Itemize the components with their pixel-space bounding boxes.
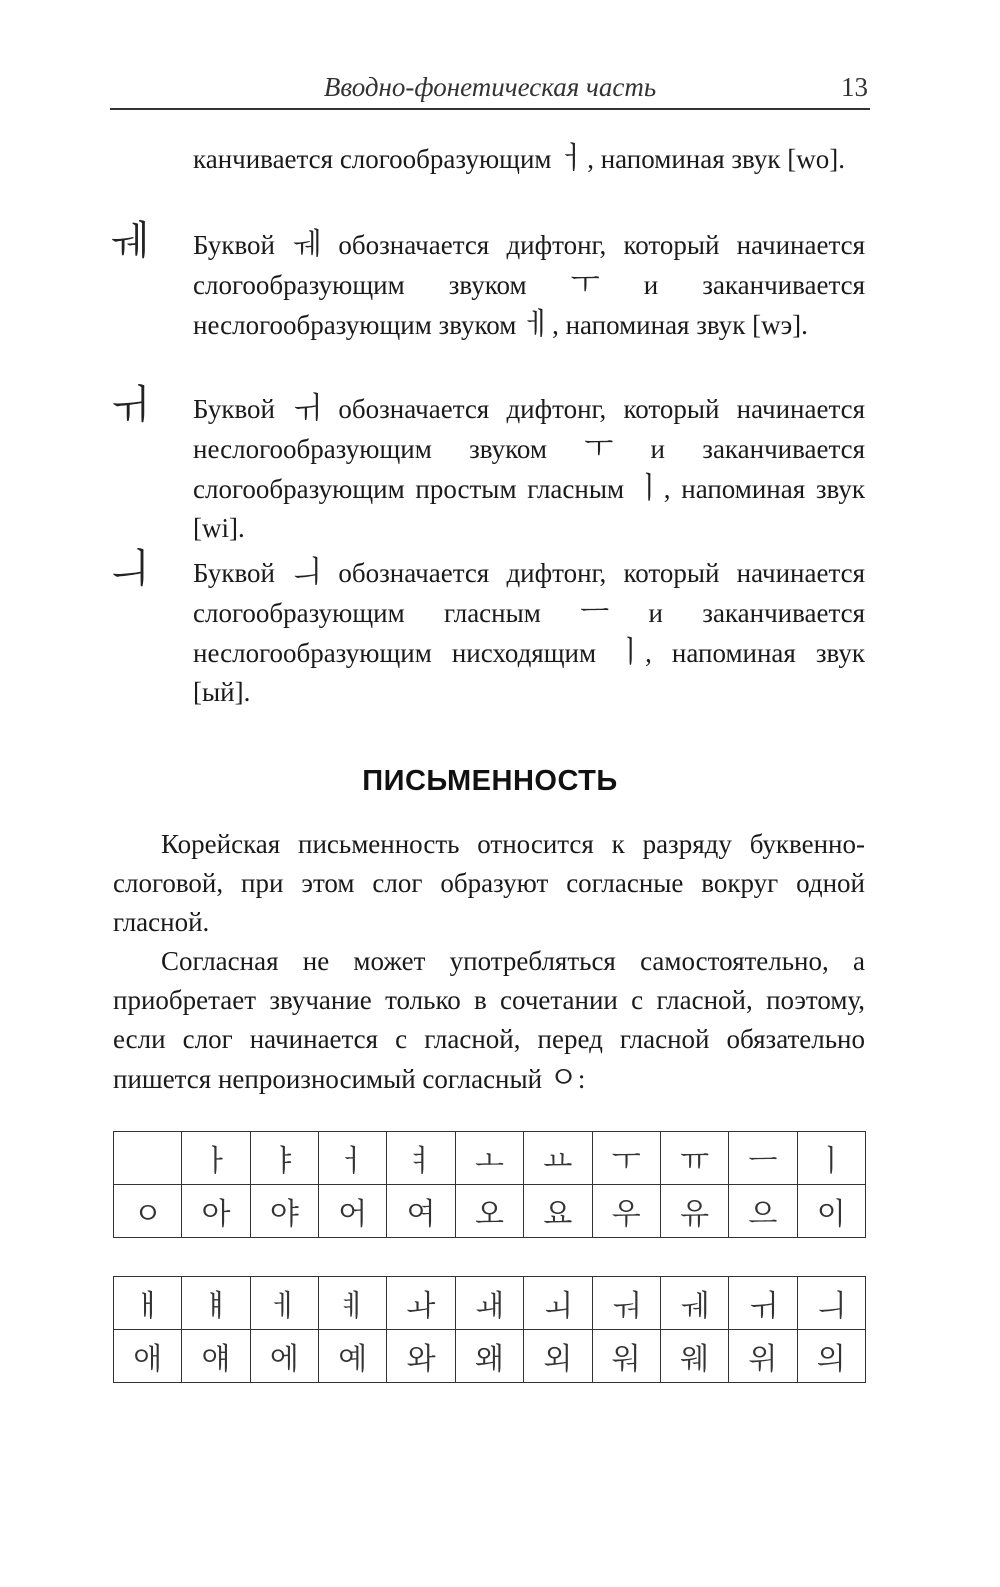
entry-wi (110, 382, 870, 548)
text-segment: Буквой (193, 558, 293, 588)
entry-text (193, 553, 865, 712)
table-cell: 왜 (455, 1330, 523, 1383)
entry-text (193, 225, 865, 345)
hangul-letter: ㅢ (292, 555, 322, 590)
hangul-letter: ㅇ (548, 1061, 578, 1096)
table-cell: ㅓ (319, 1132, 387, 1185)
table-cell: ㅟ (729, 1277, 797, 1330)
table-cell: ㅢ (797, 1277, 865, 1330)
table-cell: ㅡ (729, 1132, 797, 1185)
table-cell: 으 (729, 1185, 797, 1238)
table-row (114, 1277, 866, 1330)
table-cell: 야 (250, 1185, 318, 1238)
table-cell: ㅑ (250, 1132, 318, 1185)
text-segment: Буквой (193, 230, 293, 260)
text-segment: обозначается дифтонг, который начинается слогообразующим звуком (193, 230, 865, 300)
section-title: ПИСЬМЕННОСТЬ (362, 765, 618, 797)
hangul-letter: ㅞ (292, 227, 322, 262)
table-cell: 여 (387, 1185, 455, 1238)
table-cell: 위 (729, 1330, 797, 1383)
table-cell: 오 (455, 1185, 523, 1238)
table-cell: ㅠ (660, 1132, 728, 1185)
hangul-letter: ㅡ (580, 595, 610, 630)
text-segment: и заканчивается слогообразующим простым гласным (193, 434, 865, 504)
hangul-letter: ㅜ (584, 431, 614, 466)
table-cell: ㅇ (114, 1185, 182, 1238)
table-cell: ㅖ (319, 1277, 387, 1330)
paragraph-rule (113, 942, 865, 1099)
table-cell: 얘 (182, 1330, 250, 1383)
table-cell: 예 (319, 1330, 387, 1383)
table-cell: ㅚ (524, 1277, 592, 1330)
text-segment: , напоминая звук [wi]. (193, 474, 865, 543)
text-segment: обозначается дифтонг, который начинается неслогообразующим звуком (193, 394, 865, 464)
table-row (114, 1330, 866, 1383)
table-cell: ㅏ (182, 1132, 250, 1185)
table-row (114, 1132, 866, 1185)
entry-we (110, 218, 870, 345)
entry-text (193, 389, 865, 548)
table-cell: ㅘ (387, 1277, 455, 1330)
table-cell: ㅔ (250, 1277, 318, 1330)
page-number: 13 (841, 72, 868, 102)
table-cell: ㅜ (592, 1132, 660, 1185)
text-segment: Буквой (193, 394, 293, 424)
table-cell: 요 (524, 1185, 592, 1238)
simple-vowels-table (113, 1131, 866, 1238)
table-cell: ㅞ (660, 1277, 728, 1330)
entry-glyph: ㅞ (110, 218, 149, 264)
table-cell: ㅒ (182, 1277, 250, 1330)
text-segment: : (577, 1064, 586, 1094)
hangul-letter: ㅜ (570, 267, 600, 302)
table-cell: ㅕ (387, 1132, 455, 1185)
table-row (114, 1185, 866, 1238)
table-cell: ㅛ (524, 1132, 592, 1185)
text-segment: канчивается слогообразующим (193, 144, 559, 174)
text-segment: обозначается дифтонг, который начинается слогообразующим гласным (193, 558, 865, 628)
table-cell: ㅙ (455, 1277, 523, 1330)
text-segment: и заканчивается неслогообразующим нисходящим (193, 598, 865, 668)
table-cell: ㅝ (592, 1277, 660, 1330)
table-cell: 애 (114, 1330, 182, 1383)
table-cell: 와 (387, 1330, 455, 1383)
text-segment: и заканчивается неслогообразующим звуком (193, 270, 865, 340)
table-cell (114, 1132, 182, 1185)
entry-glyph: ㅟ (110, 382, 149, 428)
text-segment: , напоминая звук [wo]. (587, 144, 845, 174)
entry-ui (110, 546, 870, 712)
running-head (110, 70, 870, 110)
table-cell: 아 (182, 1185, 250, 1238)
table-cell: 에 (250, 1330, 318, 1383)
hangul-letter: ㅣ (634, 471, 664, 506)
hangul-letter: ㅔ (523, 307, 553, 342)
table-cell: 유 (660, 1185, 728, 1238)
paragraph-intro: Корейская письменность относится к разряду буквенно-слоговой, при этом слог образуют согласные вокруг одной гласной. (113, 829, 865, 937)
hangul-letter: ㅓ (558, 141, 588, 176)
table-cell: 외 (524, 1330, 592, 1383)
entry-text (193, 139, 865, 179)
entry-glyph: ㅢ (110, 546, 149, 592)
hangul-letter: ㅣ (616, 635, 646, 670)
table-cell: 이 (797, 1185, 865, 1238)
text-segment: Согласная не может употребляться самостоятельно, а приобретает звучание только в сочетании с гласной, поэтому, если слог начинается с гласной, перед гласной обязательно пишется непроизносимый согласный (113, 946, 865, 1094)
table-cell: 의 (797, 1330, 865, 1383)
table-cell: 워 (592, 1330, 660, 1383)
running-title: Вводно-фонетическая часть (323, 72, 657, 102)
text-segment: , напоминая звук [ый]. (193, 638, 866, 707)
diphthongs-table (113, 1276, 866, 1383)
table-cell: 웨 (660, 1330, 728, 1383)
text-segment: , напоминая звук [wэ]. (552, 310, 808, 340)
table-cell: 우 (592, 1185, 660, 1238)
hangul-letter: ㅟ (292, 391, 322, 426)
entry-continuation (110, 139, 870, 179)
table-cell: ㅐ (114, 1277, 182, 1330)
table-cell: 어 (319, 1185, 387, 1238)
table-cell: ㅣ (797, 1132, 865, 1185)
table-cell: ㅗ (455, 1132, 523, 1185)
